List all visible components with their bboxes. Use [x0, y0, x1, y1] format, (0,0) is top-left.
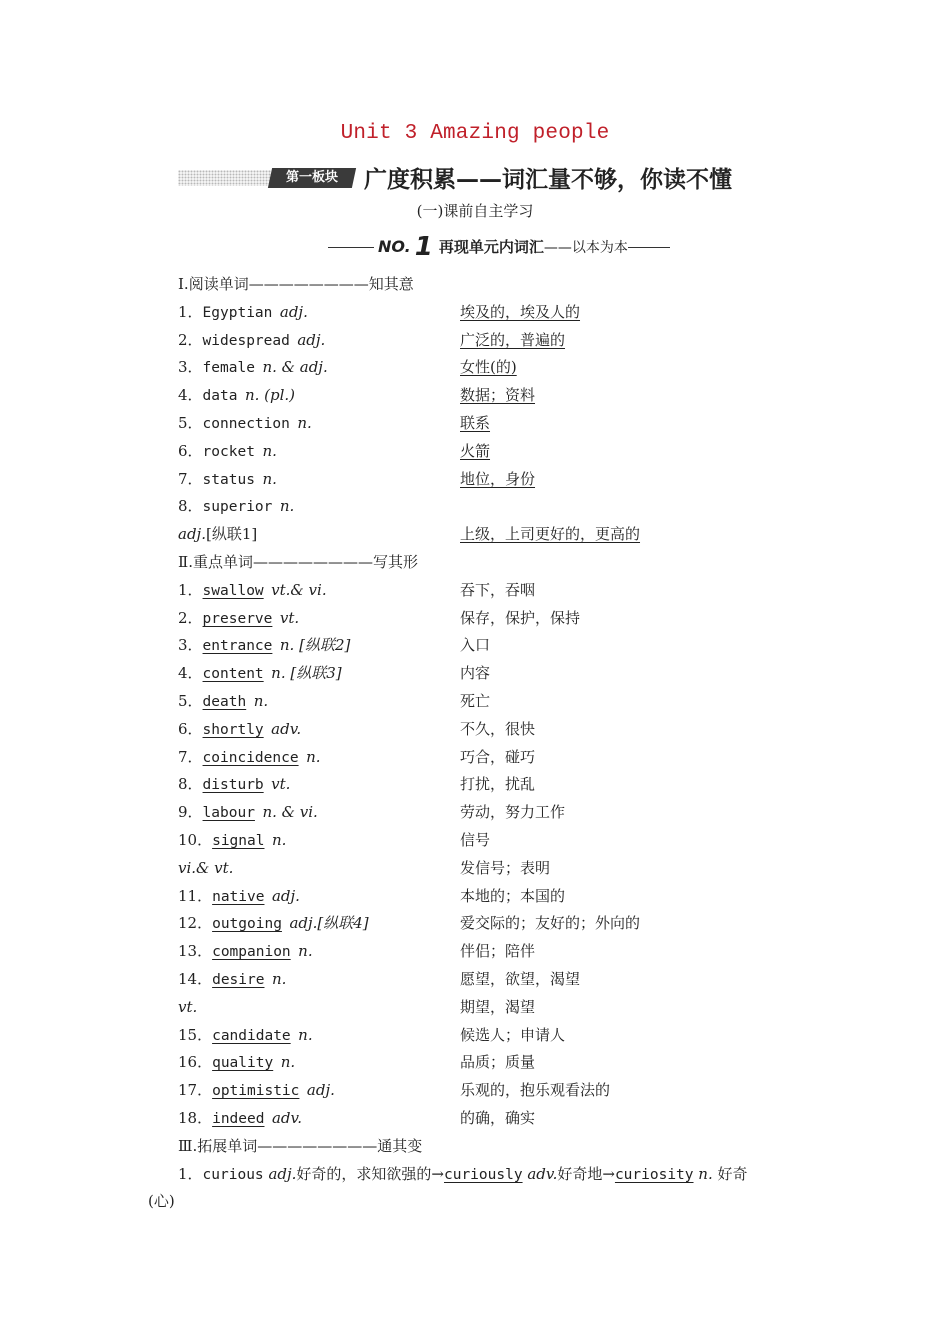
part-of-speech: n. [298, 942, 313, 960]
answer-word: native [212, 889, 265, 905]
spacer [272, 303, 280, 321]
meaning [460, 468, 535, 490]
part-of-speech: n. (pl.) [244, 386, 296, 404]
answer-word: companion [212, 944, 291, 960]
item-number: 15． [178, 1026, 213, 1044]
vocab-row [178, 634, 350, 656]
chinese-meaning: 好奇 [717, 1165, 748, 1183]
answer-word: quality [212, 1055, 274, 1071]
spacer [237, 386, 245, 404]
derivation-line-continued [148, 1190, 175, 1212]
part-of-speech: adj. [271, 887, 300, 905]
english-word: connection [202, 416, 290, 432]
item-number: 14． [178, 970, 213, 988]
vocab-row [178, 468, 277, 490]
meaning [460, 940, 535, 962]
no-label: NO. [378, 237, 411, 256]
section-header [178, 1135, 422, 1157]
meaning [460, 440, 490, 462]
chinese-meaning: 地位，身份 [460, 470, 536, 488]
item-number: 4． [178, 664, 203, 682]
vocab-row [178, 857, 233, 879]
spacer [272, 497, 280, 515]
chinese-meaning: 入口 [460, 636, 491, 654]
english-word: female [202, 360, 255, 376]
answer-word: shortly [202, 722, 264, 738]
answer-word: curiously [443, 1167, 523, 1183]
part-of-speech: adj.[纵联4] [289, 914, 369, 932]
chinese-meaning: 打扰，扰乱 [460, 775, 536, 793]
chinese-meaning: 本地的；本国的 [460, 887, 566, 905]
vocab-row [178, 1107, 302, 1129]
left-rule [328, 247, 374, 248]
meaning [460, 773, 535, 795]
answer-word: outgoing [212, 916, 282, 932]
item-number: 3． [178, 636, 203, 654]
spacer [273, 1053, 281, 1071]
part-of-speech: adj. [297, 331, 326, 349]
answer-word: indeed [212, 1111, 265, 1127]
chinese-meaning: 的确，确实 [460, 1109, 536, 1127]
part-of-speech: n. [253, 692, 269, 710]
meaning [460, 690, 490, 712]
part-of-speech: n. [纵联2] [279, 636, 351, 654]
vocab-row [178, 523, 257, 545]
vocab-row [178, 968, 286, 990]
derivation-line [178, 1163, 748, 1185]
chinese-meaning: 联系 [460, 414, 491, 432]
item-number: 1． [178, 1165, 203, 1183]
chinese-meaning: 伴侣；陪伴 [460, 942, 536, 960]
meaning [460, 885, 565, 907]
answer-word: curiosity [614, 1167, 694, 1183]
spacer [264, 887, 272, 905]
vocab-row [178, 1051, 295, 1073]
part-of-speech: vi.& vt. [178, 859, 234, 877]
chinese-meaning: 吞下，吞咽 [460, 581, 536, 599]
part-of-speech: n. [262, 442, 277, 460]
spacer [264, 1109, 272, 1127]
vocab-row [178, 1079, 335, 1101]
section-1-header: Ⅰ.阅读单词————————知其意 [178, 275, 414, 293]
vocab-row [178, 773, 290, 795]
vocab-row [178, 1024, 313, 1046]
right-rule [628, 247, 670, 248]
part-of-speech: adv. [271, 720, 302, 738]
item-number: 4． [178, 386, 203, 404]
part-of-speech: n. [262, 470, 277, 488]
chinese-meaning: 埃及的，埃及人的 [460, 303, 581, 321]
answer-word: death [202, 694, 247, 710]
chinese-meaning: 数据；资料 [460, 386, 536, 404]
part-of-speech: n. & vi. [262, 803, 318, 821]
chinese-meaning: 上级，上司更好的，更高的 [460, 525, 641, 543]
meaning [460, 857, 550, 879]
item-number: 1． [178, 581, 203, 599]
no-number: 1 [414, 232, 433, 262]
vocab-row [178, 579, 327, 601]
vocab-row [178, 801, 318, 823]
chinese-meaning: 爱交际的；友好的；外向的 [460, 914, 641, 932]
meaning [460, 1107, 535, 1129]
meaning [460, 607, 580, 629]
item-number: 7． [178, 470, 203, 488]
meaning [460, 829, 490, 851]
meaning [460, 746, 535, 768]
chinese-meaning: 候选人；申请人 [460, 1026, 566, 1044]
item-number: 9． [178, 803, 203, 821]
item-number: 18． [178, 1109, 213, 1127]
english-word: status [202, 472, 255, 488]
vocab-row [178, 996, 197, 1018]
spacer [272, 636, 280, 654]
spacer [264, 970, 272, 988]
part-of-speech: adj. [178, 525, 206, 543]
item-number: 3． [178, 358, 203, 376]
meaning [460, 968, 580, 990]
chinese-meaning: 期望，渴望 [460, 998, 536, 1016]
english-word: Egyptian [202, 305, 273, 321]
meaning [460, 1079, 610, 1101]
meaning [460, 634, 490, 656]
meaning [460, 329, 565, 351]
answer-word: swallow [202, 583, 264, 599]
vocab-row [178, 301, 308, 323]
spacer [272, 609, 280, 627]
part-of-speech: vt. [271, 775, 291, 793]
part-of-speech: n. [271, 831, 287, 849]
page-title: Unit 3 Amazing people [340, 122, 610, 145]
meaning [460, 801, 565, 823]
part-of-speech: n. [298, 1026, 313, 1044]
chinese-meaning: 好奇地→ [557, 1165, 615, 1183]
subheading: (一)课前自主学习 [416, 202, 534, 220]
item-number: 13． [178, 942, 213, 960]
meaning [460, 996, 535, 1018]
chinese-meaning: 信号 [460, 831, 491, 849]
part-of-speech: n. [271, 970, 287, 988]
vocab-row [178, 885, 300, 907]
part-of-speech: vt. [178, 998, 198, 1016]
vocab-row [178, 384, 295, 406]
item-number: 6． [178, 720, 203, 738]
item-number: 1． [178, 303, 203, 321]
vocab-row [178, 718, 301, 740]
item-number: 16． [178, 1053, 213, 1071]
section-header [178, 273, 414, 295]
meaning [460, 579, 535, 601]
chinese-meaning: 火箭 [460, 442, 491, 460]
part-of-speech: n. [279, 497, 295, 515]
answer-word: optimistic [212, 1083, 300, 1099]
answer-word: disturb [202, 777, 264, 793]
meaning [460, 662, 490, 684]
item-number: 2． [178, 609, 203, 627]
part-of-speech: n. [297, 414, 312, 432]
answer-word: desire [212, 972, 265, 988]
spacer [299, 748, 307, 766]
english-word: rocket [202, 444, 255, 460]
no1-title: 再现单元内词汇 [438, 238, 544, 256]
meaning [460, 912, 640, 934]
item-number: 11． [178, 887, 213, 905]
chinese-meaning: 死亡 [460, 692, 491, 710]
vocab-row [178, 746, 321, 768]
english-word: curious [202, 1167, 264, 1183]
meaning [460, 1051, 535, 1073]
item-number: 17． [178, 1081, 213, 1099]
meaning [460, 384, 535, 406]
english-word: data [202, 388, 238, 404]
no1-side: 以本为本 [571, 240, 628, 256]
chinese-meaning: (心) [148, 1192, 175, 1210]
part-of-speech: n. [280, 1053, 296, 1071]
meaning [460, 356, 517, 378]
chinese-meaning: 好奇的，求知欲强的→ [296, 1165, 444, 1183]
part-of-speech: vt.& vi. [271, 581, 327, 599]
section-header [178, 551, 418, 573]
part-of-speech: adv. [527, 1165, 558, 1183]
chinese-meaning: 保存，保护，保持 [460, 609, 581, 627]
vocab-row [178, 690, 268, 712]
meaning [460, 1024, 565, 1046]
section-tag [268, 168, 356, 188]
section-3-header: Ⅲ.拓展单词————————通其变 [178, 1137, 423, 1155]
answer-word: labour [202, 805, 255, 821]
section-2-header: Ⅱ.重点单词————————写其形 [178, 553, 418, 571]
vocab-row [178, 412, 312, 434]
answer-word: signal [212, 833, 265, 849]
section-headline: 广度积累——词汇量不够，你读不懂 [364, 167, 732, 193]
chinese-meaning: 品质；质量 [460, 1053, 536, 1071]
section-banner [178, 163, 778, 193]
part-of-speech: n. & adj. [262, 358, 328, 376]
meaning [460, 301, 580, 323]
part-of-speech: adj. [268, 1165, 297, 1183]
vocab-row [178, 829, 286, 851]
english-word: superior [202, 499, 273, 515]
vocab-row [178, 495, 294, 517]
answer-word: entrance [202, 638, 273, 654]
vocab-row [178, 662, 342, 684]
cross-ref-note: [纵联1] [205, 525, 258, 543]
part-of-speech: adj. [279, 303, 308, 321]
answer-word: content [202, 666, 264, 682]
chinese-meaning: 女性(的) [460, 358, 517, 376]
no1-dash: —— [543, 240, 572, 256]
vocab-row [178, 329, 325, 351]
chinese-meaning: 巧合，碰巧 [460, 748, 536, 766]
part-of-speech: n. [纵联3] [271, 664, 342, 682]
spacer [264, 831, 272, 849]
meaning [460, 412, 490, 434]
chinese-meaning: 乐观的，抱乐观看法的 [460, 1081, 611, 1099]
answer-word: preserve [202, 611, 273, 627]
item-number: 12． [178, 914, 213, 932]
chinese-meaning: 劳动，努力工作 [460, 803, 566, 821]
item-number: 5． [178, 414, 203, 432]
meaning [460, 718, 535, 740]
part-of-speech: vt. [279, 609, 300, 627]
spacer [299, 1081, 307, 1099]
item-number: 6． [178, 442, 203, 460]
dotted-decoration [178, 170, 274, 186]
english-word: widespread [202, 333, 290, 349]
item-number: 7． [178, 748, 203, 766]
vocab-row [178, 940, 313, 962]
chinese-meaning: 愿望，欲望，渴望 [460, 970, 581, 988]
part-of-speech: n. [306, 748, 321, 766]
item-number: 8． [178, 497, 203, 515]
section-tag-label: 第一板块 [285, 170, 338, 185]
chinese-meaning: 内容 [460, 664, 491, 682]
item-number: 10． [178, 831, 213, 849]
item-number: 5． [178, 692, 203, 710]
meaning [460, 523, 640, 545]
answer-word: coincidence [202, 750, 299, 766]
part-of-speech: adj. [306, 1081, 335, 1099]
chinese-meaning: 不久，很快 [460, 720, 536, 738]
vocab-row [178, 607, 299, 629]
vocab-row [178, 912, 369, 934]
part-of-speech: adv. [271, 1109, 302, 1127]
vocab-row [178, 440, 277, 462]
item-number: 2． [178, 331, 203, 349]
no1-heading [328, 232, 670, 262]
item-number: 8． [178, 775, 203, 793]
part-of-speech: n. [698, 1165, 713, 1183]
vocab-row [178, 356, 328, 378]
chinese-meaning: 广泛的，普遍的 [460, 331, 566, 349]
chinese-meaning: 发信号；表明 [460, 859, 551, 877]
spacer [246, 692, 254, 710]
answer-word: candidate [212, 1028, 291, 1044]
